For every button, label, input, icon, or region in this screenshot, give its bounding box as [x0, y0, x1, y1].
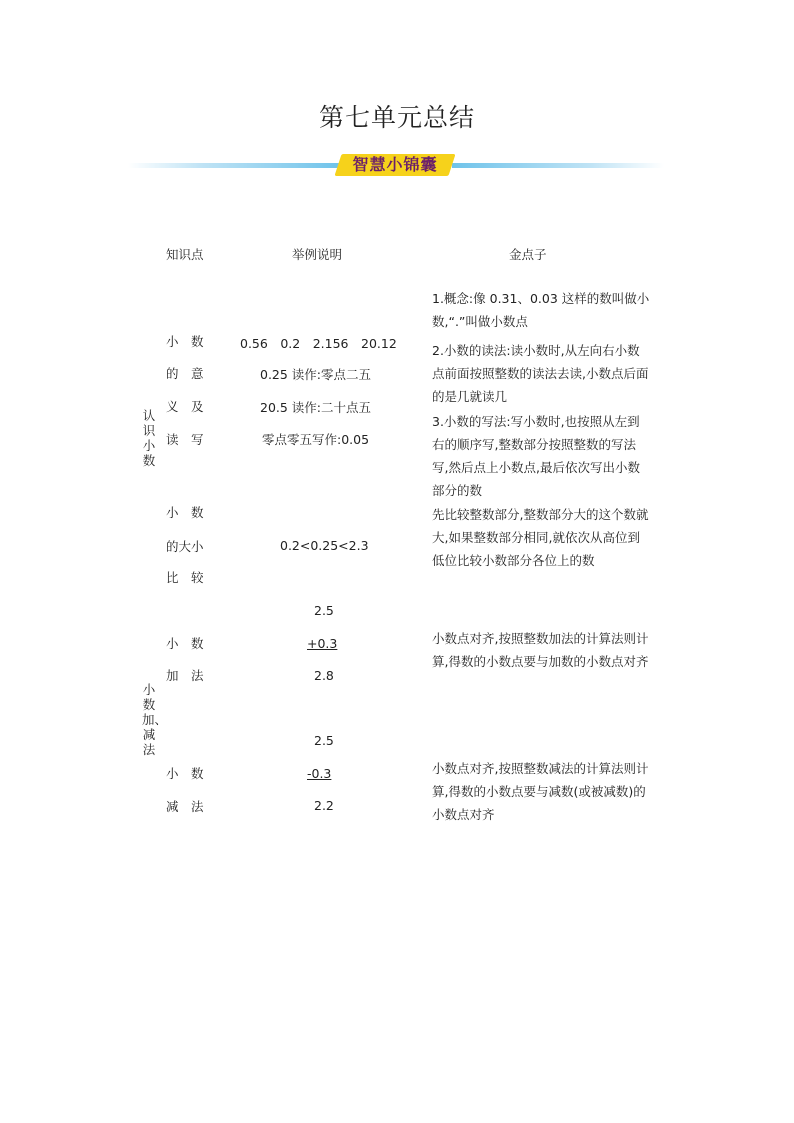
page-title: 第七单元总结 — [318, 103, 475, 132]
row1-example-4: 零点零五写作:0.05 — [262, 432, 370, 447]
row2-example-1: 0.2<0.25<2.3 — [280, 538, 369, 553]
row3-example-2: +0.3 — [307, 636, 338, 651]
row4-example-1: 2.5 — [314, 733, 334, 748]
banner-left-bar — [128, 163, 340, 168]
row1-example-2: 0.25 读作:零点二五 — [260, 367, 372, 382]
row2-knowledge-2: 的大小 — [166, 539, 204, 554]
header-example: 举例说明 — [292, 247, 343, 262]
row2-knowledge-3: 比 较 — [166, 570, 204, 585]
banner-text: 智慧小锦囊 — [352, 155, 438, 174]
row4-example-3: 2.2 — [314, 798, 334, 813]
group-label-add-subtract: 小数加、减法 — [142, 682, 168, 757]
banner-right-bar — [452, 163, 664, 168]
row2-key-1: 先比较整数部分,整数部分大的这个数就大,如果整数部分相同,就依次从高位到低位比较小数部分各位上的数 — [432, 507, 649, 568]
group-label-recognize: 认识小数 — [142, 408, 156, 468]
row3-knowledge-1: 小 数 — [166, 636, 204, 651]
row1-knowledge-1: 小 数 — [166, 334, 204, 349]
header-key: 金点子 — [509, 247, 547, 262]
row3-example-1: 2.5 — [314, 603, 334, 618]
row4-example-2: -0.3 — [307, 766, 332, 781]
row1-key-1: 1.概念:像 0.31、0.03 这样的数叫做小数,“.”叫做小数点 — [432, 291, 650, 329]
row3-knowledge-2: 加 法 — [166, 668, 204, 683]
row1-example-3: 20.5 读作:二十点五 — [260, 400, 372, 415]
row1-example-1: 0.56 0.2 2.156 20.12 — [240, 336, 397, 351]
row4-key-1: 小数点对齐,按照整数减法的计算法则计算,得数的小数点要与减数(或被减数)的小数点对齐 — [432, 761, 649, 822]
row3-example-3: 2.8 — [314, 668, 334, 683]
row4-knowledge-2: 减 法 — [166, 799, 204, 814]
row4-knowledge-1: 小 数 — [166, 766, 204, 781]
header-knowledge: 知识点 — [166, 247, 204, 262]
row2-knowledge-1: 小 数 — [166, 505, 204, 520]
row1-knowledge-2: 的 意 — [166, 366, 204, 381]
row1-knowledge-4: 读 写 — [166, 432, 204, 447]
row1-key-2: 2.小数的读法:读小数时,从左向右小数点前面按照整数的读法去读,小数点后面的是几就读几 — [432, 343, 649, 404]
row1-key-3: 3.小数的写法:写小数时,也按照从左到右的顺序写,整数部分按照整数的写法写,然后点上小数点,最后依次写出小数部分的数 — [432, 414, 640, 498]
row3-key-1: 小数点对齐,按照整数加法的计算法则计算,得数的小数点要与加数的小数点对齐 — [432, 631, 649, 669]
row1-knowledge-3: 义 及 — [166, 399, 204, 414]
